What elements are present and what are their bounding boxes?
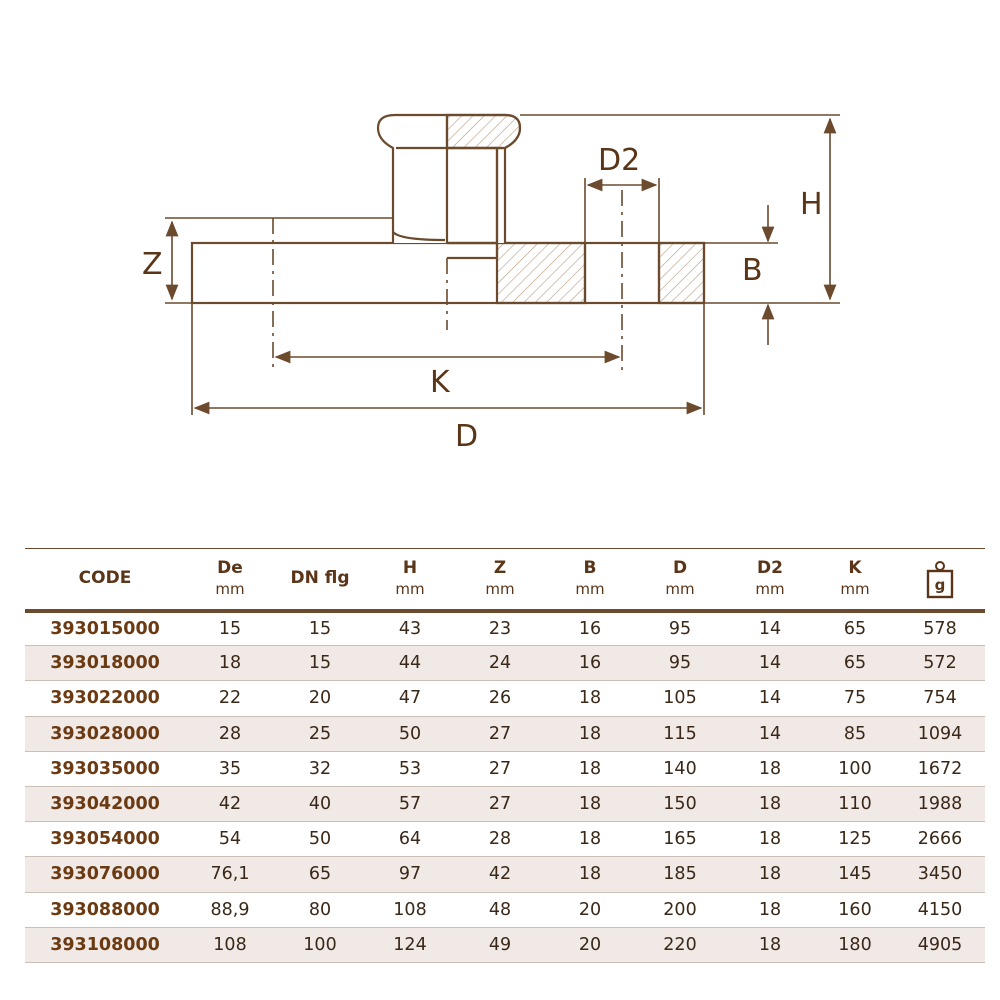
code-cell: 393088000 bbox=[25, 892, 185, 927]
value-cell: 578 bbox=[895, 611, 985, 646]
value-cell: 15 bbox=[275, 611, 365, 646]
value-cell: 15 bbox=[185, 611, 275, 646]
value-cell: 27 bbox=[455, 751, 545, 786]
value-cell: 18 bbox=[185, 646, 275, 681]
header-unit: mm bbox=[840, 579, 870, 598]
weight-unit: g bbox=[934, 575, 946, 594]
value-cell: 754 bbox=[895, 681, 985, 716]
header-label: H bbox=[402, 557, 418, 578]
code-cell: 393028000 bbox=[25, 716, 185, 751]
code-cell: 393108000 bbox=[25, 927, 185, 962]
value-cell: 3450 bbox=[895, 857, 985, 892]
value-cell: 18 bbox=[725, 857, 815, 892]
value-cell: 80 bbox=[275, 892, 365, 927]
value-cell: 50 bbox=[275, 822, 365, 857]
value-cell: 115 bbox=[635, 716, 725, 751]
code-cell: 393042000 bbox=[25, 786, 185, 821]
value-cell: 43 bbox=[365, 611, 455, 646]
value-cell: 18 bbox=[725, 751, 815, 786]
value-cell: 97 bbox=[365, 857, 455, 892]
value-cell: 124 bbox=[365, 927, 455, 962]
value-cell: 4905 bbox=[895, 927, 985, 962]
value-cell: 16 bbox=[545, 611, 635, 646]
table-row bbox=[25, 716, 985, 751]
table-row bbox=[25, 751, 985, 786]
table-header-row bbox=[25, 549, 985, 611]
value-cell: 1094 bbox=[895, 716, 985, 751]
value-cell: 18 bbox=[545, 751, 635, 786]
value-cell: 18 bbox=[545, 681, 635, 716]
value-cell: 220 bbox=[635, 927, 725, 962]
table-row bbox=[25, 857, 985, 892]
header-h bbox=[365, 549, 455, 611]
value-cell: 1672 bbox=[895, 751, 985, 786]
value-cell: 14 bbox=[725, 611, 815, 646]
value-cell: 2666 bbox=[895, 822, 985, 857]
code-cell: 393035000 bbox=[25, 751, 185, 786]
header-unit: mm bbox=[575, 579, 605, 598]
value-cell: 65 bbox=[275, 857, 365, 892]
value-cell: 18 bbox=[725, 892, 815, 927]
value-cell: 14 bbox=[725, 716, 815, 751]
value-cell: 18 bbox=[545, 786, 635, 821]
value-cell: 18 bbox=[545, 716, 635, 751]
value-cell: 75 bbox=[815, 681, 895, 716]
code-cell: 393022000 bbox=[25, 681, 185, 716]
value-cell: 14 bbox=[725, 646, 815, 681]
weight-icon bbox=[925, 559, 955, 599]
value-cell: 1988 bbox=[895, 786, 985, 821]
value-cell: 95 bbox=[635, 646, 725, 681]
value-cell: 108 bbox=[365, 892, 455, 927]
value-cell: 16 bbox=[545, 646, 635, 681]
value-cell: 48 bbox=[455, 892, 545, 927]
value-cell: 32 bbox=[275, 751, 365, 786]
table-row bbox=[25, 927, 985, 962]
value-cell: 180 bbox=[815, 927, 895, 962]
header-code bbox=[25, 549, 185, 611]
table-row bbox=[25, 611, 985, 646]
table-row bbox=[25, 646, 985, 681]
header-de bbox=[185, 549, 275, 611]
value-cell: 20 bbox=[545, 892, 635, 927]
value-cell: 150 bbox=[635, 786, 725, 821]
value-cell: 572 bbox=[895, 646, 985, 681]
header-label: DN flg bbox=[290, 568, 350, 589]
value-cell: 160 bbox=[815, 892, 895, 927]
value-cell: 28 bbox=[455, 822, 545, 857]
header-unit: mm bbox=[395, 579, 425, 598]
value-cell: 200 bbox=[635, 892, 725, 927]
header-label: CODE bbox=[78, 568, 132, 589]
label-k: K bbox=[430, 365, 450, 400]
label-h: H bbox=[800, 187, 823, 222]
value-cell: 145 bbox=[815, 857, 895, 892]
value-cell: 49 bbox=[455, 927, 545, 962]
value-cell: 14 bbox=[725, 681, 815, 716]
value-cell: 108 bbox=[185, 927, 275, 962]
value-cell: 4150 bbox=[895, 892, 985, 927]
value-cell: 100 bbox=[275, 927, 365, 962]
value-cell: 24 bbox=[455, 646, 545, 681]
value-cell: 18 bbox=[725, 822, 815, 857]
value-cell: 165 bbox=[635, 822, 725, 857]
value-cell: 100 bbox=[815, 751, 895, 786]
value-cell: 20 bbox=[545, 927, 635, 962]
value-cell: 27 bbox=[455, 716, 545, 751]
value-cell: 125 bbox=[815, 822, 895, 857]
value-cell: 15 bbox=[275, 646, 365, 681]
table-row bbox=[25, 892, 985, 927]
header-z bbox=[455, 549, 545, 611]
label-b: B bbox=[742, 253, 763, 288]
code-cell: 393076000 bbox=[25, 857, 185, 892]
value-cell: 27 bbox=[455, 786, 545, 821]
value-cell: 65 bbox=[815, 646, 895, 681]
value-cell: 47 bbox=[365, 681, 455, 716]
value-cell: 50 bbox=[365, 716, 455, 751]
value-cell: 28 bbox=[185, 716, 275, 751]
header-d2 bbox=[725, 549, 815, 611]
header-label: De bbox=[217, 557, 243, 578]
value-cell: 54 bbox=[185, 822, 275, 857]
value-cell: 18 bbox=[725, 927, 815, 962]
code-cell: 393015000 bbox=[25, 611, 185, 646]
value-cell: 140 bbox=[635, 751, 725, 786]
label-z: Z bbox=[142, 247, 163, 282]
label-d: D bbox=[455, 419, 479, 454]
value-cell: 64 bbox=[365, 822, 455, 857]
table-row bbox=[25, 681, 985, 716]
value-cell: 44 bbox=[365, 646, 455, 681]
value-cell: 185 bbox=[635, 857, 725, 892]
header-k bbox=[815, 549, 895, 611]
value-cell: 18 bbox=[545, 857, 635, 892]
value-cell: 42 bbox=[185, 786, 275, 821]
header-label: K bbox=[848, 557, 862, 578]
value-cell: 35 bbox=[185, 751, 275, 786]
value-cell: 110 bbox=[815, 786, 895, 821]
value-cell: 76,1 bbox=[185, 857, 275, 892]
value-cell: 42 bbox=[455, 857, 545, 892]
header-unit: mm bbox=[665, 579, 695, 598]
header-d bbox=[635, 549, 725, 611]
value-cell: 26 bbox=[455, 681, 545, 716]
value-cell: 25 bbox=[275, 716, 365, 751]
value-cell: 20 bbox=[275, 681, 365, 716]
value-cell: 18 bbox=[725, 786, 815, 821]
value-cell: 22 bbox=[185, 681, 275, 716]
header-label: D bbox=[672, 557, 688, 578]
value-cell: 18 bbox=[545, 822, 635, 857]
value-cell: 105 bbox=[635, 681, 725, 716]
header-unit: mm bbox=[755, 579, 785, 598]
table-row bbox=[25, 822, 985, 857]
code-cell: 393054000 bbox=[25, 822, 185, 857]
header-label: D2 bbox=[757, 557, 783, 578]
spec-table bbox=[25, 548, 985, 963]
header-label: Z bbox=[493, 557, 507, 578]
header-label: B bbox=[583, 557, 597, 578]
value-cell: 95 bbox=[635, 611, 725, 646]
value-cell: 53 bbox=[365, 751, 455, 786]
value-cell: 23 bbox=[455, 611, 545, 646]
value-cell: 40 bbox=[275, 786, 365, 821]
code-cell: 393018000 bbox=[25, 646, 185, 681]
header-unit: mm bbox=[485, 579, 515, 598]
value-cell: 57 bbox=[365, 786, 455, 821]
table-body bbox=[25, 611, 985, 963]
value-cell: 85 bbox=[815, 716, 895, 751]
label-d2: D2 bbox=[598, 143, 641, 178]
header-unit: mm bbox=[215, 579, 245, 598]
value-cell: 65 bbox=[815, 611, 895, 646]
header-weight bbox=[895, 549, 985, 611]
table-row bbox=[25, 786, 985, 821]
value-cell: 88,9 bbox=[185, 892, 275, 927]
header-b bbox=[545, 549, 635, 611]
header-dn-flg bbox=[275, 549, 365, 611]
